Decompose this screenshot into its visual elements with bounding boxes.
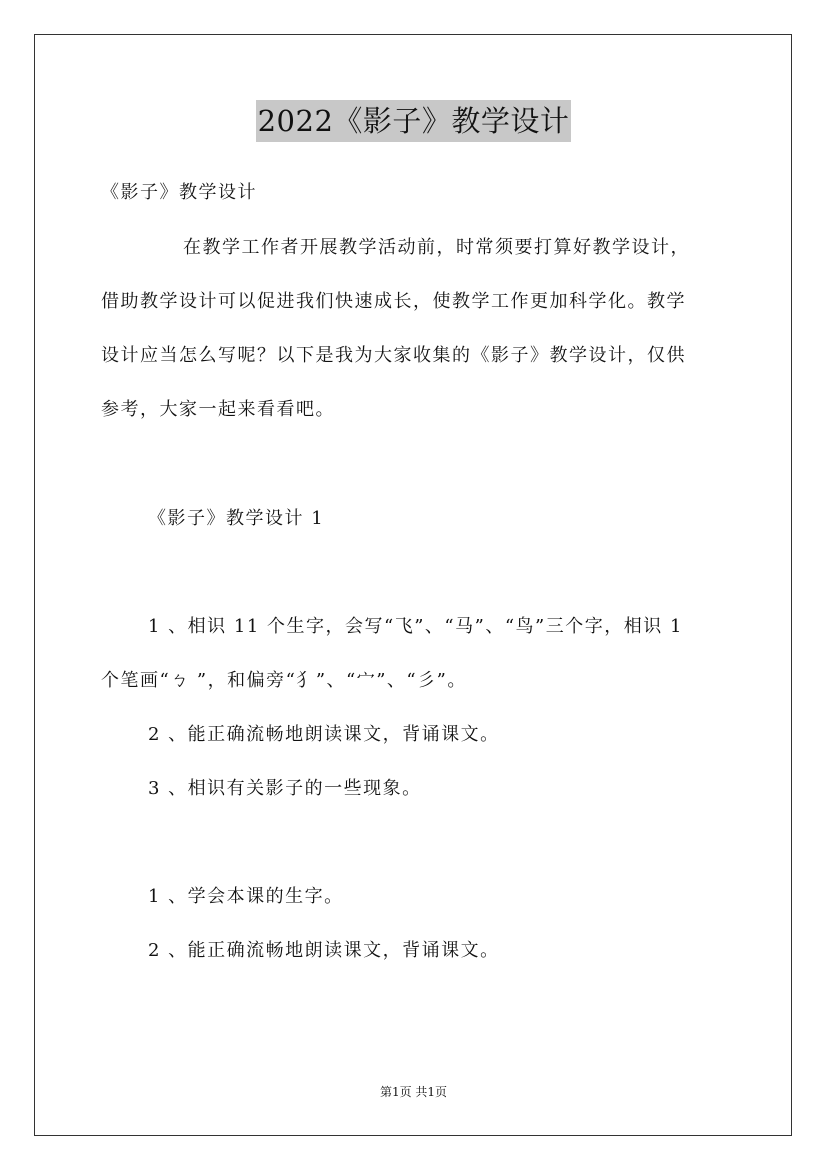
goal-line-1: 1 、相识 11 个生字，会写“飞”、“马”、“鸟”三个字，相识 1 (148, 616, 683, 637)
title-container (0, 100, 827, 142)
intro-line-2: 借助教学设计可以促进我们快速成长，使教学工作更加科学化。教学 (101, 291, 686, 312)
document-subtitle: 《影子》教学设计 (101, 182, 257, 203)
section-heading: 《影子》教学设计 1 (148, 508, 325, 529)
goal-line-2: 个笔画“ㄅ ”，和偏旁“犭”、“宀”、“彡”。 (101, 670, 467, 691)
intro-line-1: 在教学工作者开展教学活动前，时常须要打算好教学设计， (183, 237, 690, 258)
intro-line-3: 设计应当怎么写呢？以下是我为大家收集的《影子》教学设计，仅供 (101, 345, 686, 366)
key-point-line-2: 2 、能正确流畅地朗读课文，背诵课文。 (148, 940, 500, 961)
goal-line-4: 3 、相识有关影子的一些现象。 (148, 778, 422, 799)
document-title: 2022《影子》教学设计 (256, 100, 572, 142)
page-footer: 第1页 共1页 (379, 1085, 448, 1099)
key-point-line-1: 1 、学会本课的生字。 (148, 886, 344, 907)
intro-line-4: 参考，大家一起来看看吧。 (101, 399, 335, 420)
goal-line-3: 2 、能正确流畅地朗读课文，背诵课文。 (148, 724, 500, 745)
